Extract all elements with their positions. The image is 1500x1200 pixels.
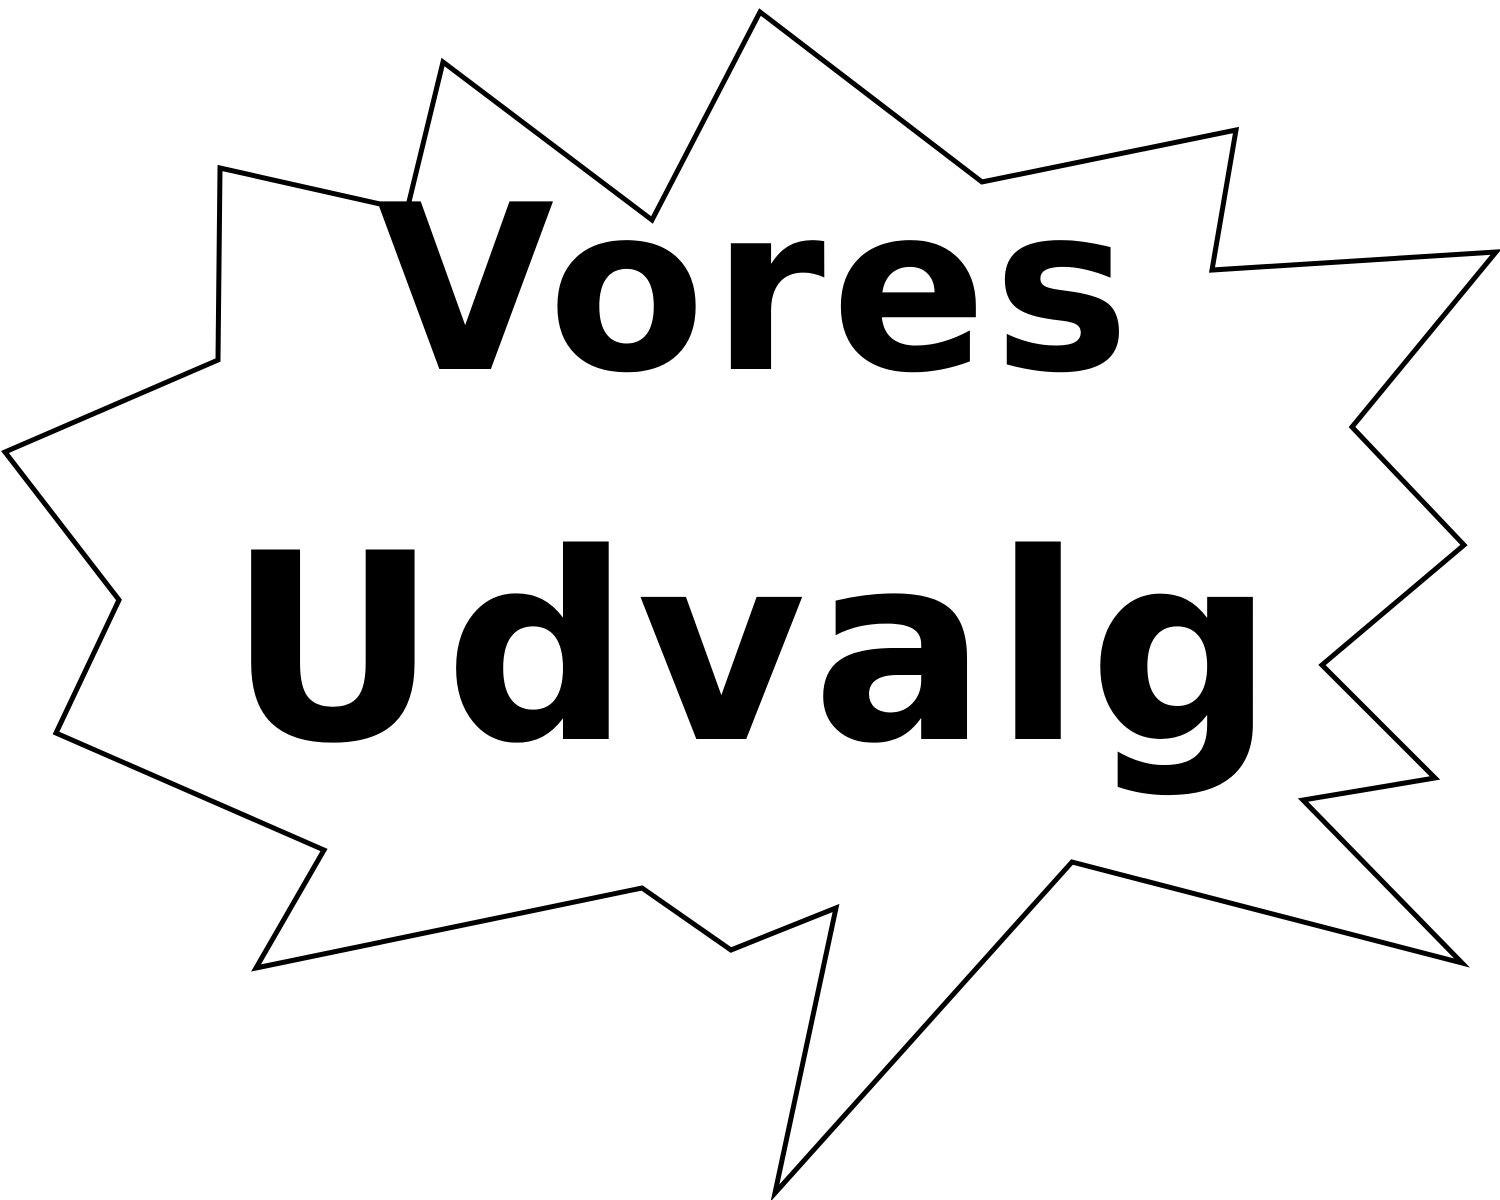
badge-title-line-1: Vores <box>376 157 1136 424</box>
badge-title-line-2: Udvalg <box>227 499 1281 801</box>
